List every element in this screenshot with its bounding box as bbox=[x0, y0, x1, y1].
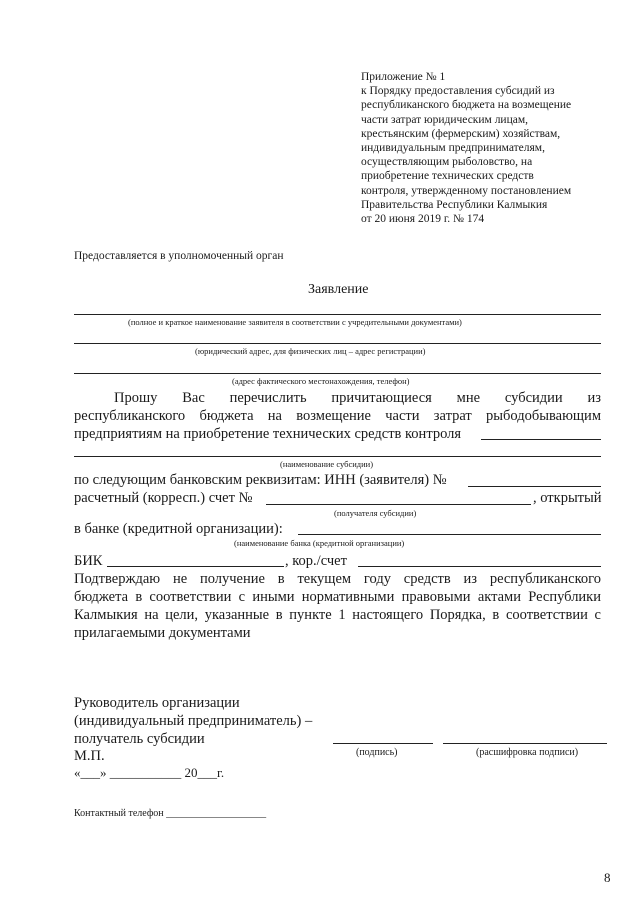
subsidy-name-field[interactable] bbox=[74, 456, 601, 457]
confirm-line-4: прилагаемыми документами bbox=[74, 625, 251, 641]
actual-address-caption: (адрес фактического местонахождения, телефон) bbox=[232, 376, 410, 386]
appendix-line: контроля, утвержденному постановлением bbox=[361, 184, 572, 197]
signature-line-1: Руководитель организации bbox=[74, 695, 240, 711]
request-line-1: Прошу Вас перечислить причитающиеся мне субсидии из bbox=[114, 390, 601, 406]
recipient-caption: (получателя субсидии) bbox=[334, 508, 417, 518]
requisites-label: по следующим банковским реквизитам: ИНН (заявителя) № bbox=[74, 472, 447, 488]
appendix-line: осуществляющим рыболовство, на bbox=[361, 156, 533, 169]
account-field[interactable] bbox=[266, 504, 531, 505]
request-blank-field[interactable] bbox=[481, 439, 601, 440]
bik-label: БИК bbox=[74, 553, 103, 569]
appendix-block bbox=[361, 70, 571, 226]
appendix-line: республиканского бюджета на возмещение bbox=[361, 99, 572, 112]
bank-field[interactable] bbox=[298, 534, 601, 535]
document-title: Заявление bbox=[308, 282, 369, 297]
appendix-line: приобретение технических средств bbox=[361, 170, 534, 183]
confirm-line-2: бюджета в соответствии с иными нормативными правовыми актами Республики bbox=[74, 589, 601, 605]
page-number: 8 bbox=[604, 870, 611, 885]
inn-field[interactable] bbox=[468, 486, 601, 487]
appendix-line: части затрат юридическим лицам, bbox=[361, 113, 528, 126]
appendix-line: к Порядку предоставления субсидий из bbox=[361, 85, 555, 98]
legal-address-field[interactable] bbox=[74, 343, 601, 344]
opened-label: , открытый bbox=[533, 490, 602, 506]
applicant-name-field[interactable] bbox=[74, 314, 601, 315]
bik-field[interactable] bbox=[107, 566, 284, 567]
corr-account-field[interactable] bbox=[358, 566, 601, 567]
appendix-line: Правительства Республики Калмыкия bbox=[361, 198, 548, 211]
account-label: расчетный (корресп.) счет № bbox=[74, 490, 253, 506]
signature-decode-caption: (расшифровка подписи) bbox=[476, 747, 579, 758]
confirm-line-1: Подтверждаю не получение в текущем году средств из республиканского bbox=[74, 571, 601, 587]
signature-line-2: (индивидуальный предприниматель) – bbox=[74, 713, 313, 729]
appendix-line: крестьянским (фермерским) хозяйствам, bbox=[361, 127, 561, 140]
bank-caption: (наименование банка (кредитной организации) bbox=[234, 538, 405, 548]
legal-address-caption: (юридический адрес, для физических лиц – адрес регистрации) bbox=[195, 346, 426, 356]
signature-line-3: получатель субсидии bbox=[74, 731, 205, 747]
confirm-line-3: Калмыкия на цели, указанные в пункте 1 настоящего Порядка, в соответствии с bbox=[74, 607, 601, 623]
stamp-label: М.П. bbox=[74, 748, 105, 764]
appendix-line: Приложение № 1 bbox=[361, 71, 446, 83]
corr-label: , кор./счет bbox=[285, 553, 347, 569]
request-line-3: предприятиям на приобретение технических средств контроля bbox=[74, 426, 462, 442]
request-line-2: республиканского бюджета на возмещение части затрат рыбодобывающим bbox=[74, 408, 601, 424]
signature-caption: (подпись) bbox=[356, 747, 398, 758]
appendix-line: индивидуальным предпринимателям, bbox=[361, 142, 545, 155]
date-field[interactable]: «___» ___________ 20___г. bbox=[74, 765, 225, 780]
bank-label: в банке (кредитной организации): bbox=[74, 521, 283, 537]
appendix-line: от 20 июня 2019 г. № 174 bbox=[361, 213, 485, 226]
subsidy-name-caption: (наименование субсидии) bbox=[280, 459, 374, 469]
signature-decode-field[interactable] bbox=[443, 743, 607, 744]
applicant-name-caption: (полное и краткое наименование заявителя в соответствии с учредительными документами) bbox=[128, 317, 462, 327]
contact-phone-field[interactable]: Контактный телефон ____________________ bbox=[74, 808, 267, 819]
actual-address-field[interactable] bbox=[74, 373, 601, 374]
signature-field[interactable] bbox=[333, 743, 433, 744]
intro-text: Предоставляется в уполномоченный орган bbox=[74, 250, 284, 262]
